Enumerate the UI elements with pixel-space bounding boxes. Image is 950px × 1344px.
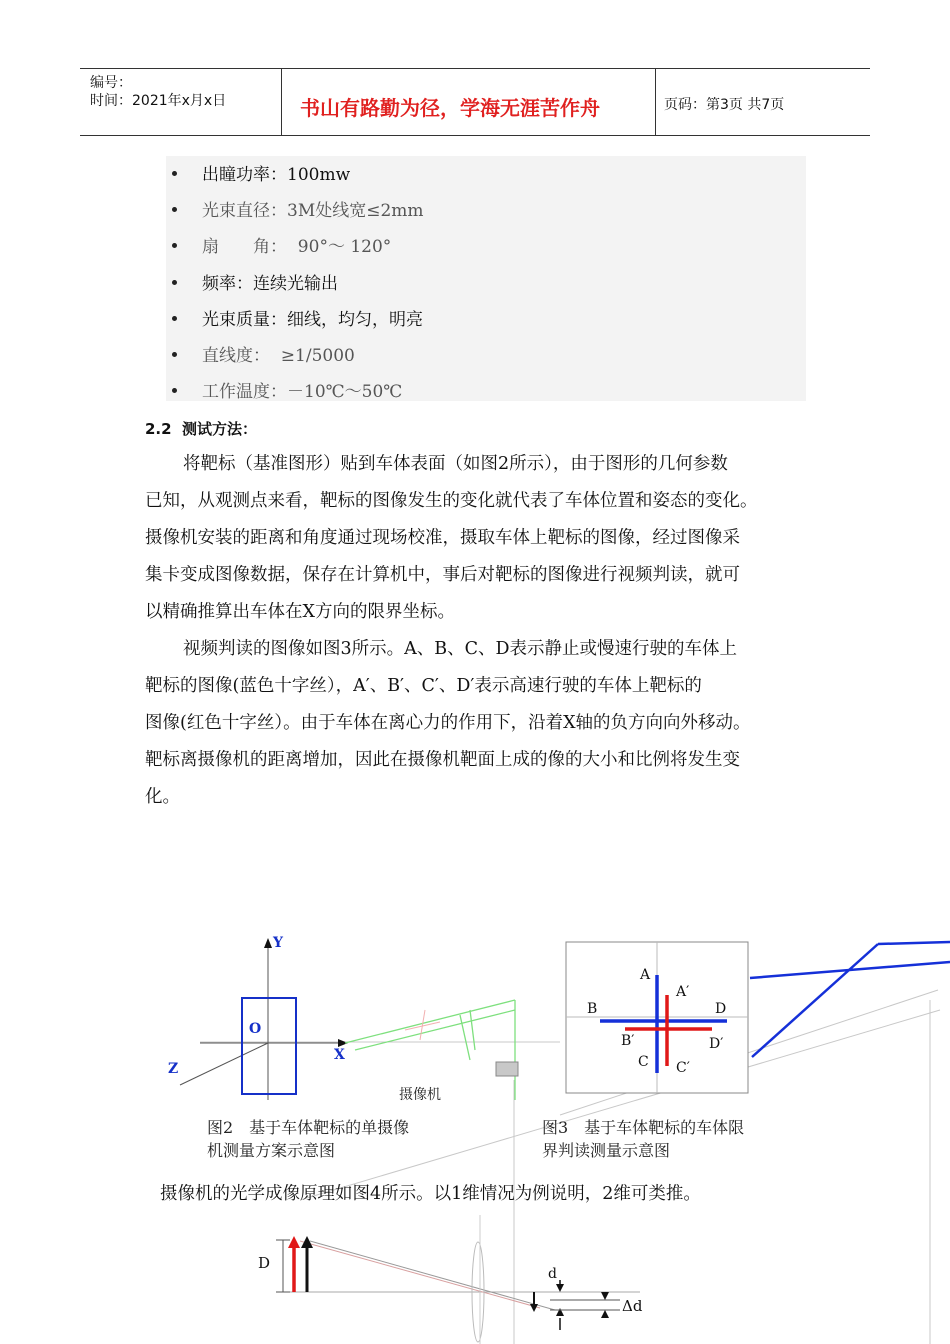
label-d: D	[715, 1001, 727, 1017]
section-title: 2.2 测试方法：	[145, 420, 258, 438]
paragraph-line: 靶标的图像(蓝色十字丝），A′、B′、C′、D′表示高速行驶的车体上靶标的	[145, 676, 702, 696]
label-d-prime: D′	[709, 1036, 724, 1052]
figure-3	[566, 942, 748, 1093]
figure-3-caption-line-1: 图3 基于车体靶标的车体限	[542, 1118, 745, 1137]
label-D: D	[258, 1254, 271, 1272]
time-label: 时间：2021年x月x日	[90, 93, 227, 109]
figure-4	[258, 1215, 643, 1344]
label-a: A	[640, 967, 651, 983]
figure-2-caption-line-1: 图2 基于车体靶标的单摄像	[207, 1118, 410, 1137]
figure-2-caption-line-2: 机测量方案示意图	[207, 1141, 336, 1160]
label-b: B	[587, 1001, 598, 1017]
paragraph-line: 化。	[145, 787, 180, 807]
ray-line-red	[300, 1241, 540, 1308]
origin-label: O	[249, 1021, 262, 1037]
spec-item: 光束直径：3M处线宽≤2mm	[202, 201, 424, 221]
label-delta-d: Δd	[622, 1297, 643, 1315]
blue-perspective-lines	[750, 942, 950, 1057]
image-arrowhead-icon	[530, 1304, 538, 1312]
spec-item: 频率：连续光输出	[202, 274, 338, 294]
red-arrowhead-icon	[288, 1236, 300, 1248]
optics-text: 摄像机的光学成像原理如图4所示。以1维情况为例说明，2维可类推。	[160, 1184, 701, 1204]
spec-item: 工作温度：－10℃～50℃	[202, 382, 403, 402]
paragraph-line: 已知，从观测点来看，靶标的图像发生的变化就代表了车体位置和姿态的变化。	[145, 491, 758, 511]
paragraph-line: 摄像机安装的距离和角度通过现场校准，摄取车体上靶标的图像，经过图像采	[145, 528, 740, 548]
axis-x-label: X	[334, 1047, 345, 1063]
axis-z-label: Z	[168, 1061, 179, 1077]
paragraph-line: 集卡变成图像数据，保存在计算机中，事后对靶标的图像进行视频判读，就可	[145, 565, 740, 585]
paragraph-line: 以精确推算出车体在X方向的限界坐标。	[145, 602, 455, 622]
camera-label: 摄像机	[399, 1087, 441, 1103]
axis-y-label: Y	[273, 935, 283, 951]
spec-item: 光束质量：细线，均匀，明亮	[202, 310, 423, 330]
spec-item: 出瞳功率：100mw	[202, 165, 351, 185]
serial-label: 编号：	[90, 75, 132, 91]
paragraph-line: 靶标离摄像机的距离增加，因此在摄像机靶面上成的像的大小和比例将发生变	[145, 750, 740, 770]
label-a-prime: A′	[676, 984, 690, 1000]
delta-d-arrow-top-icon	[601, 1292, 609, 1300]
header-motto: 书山有路勤为径，学海无涯苦作舟	[300, 96, 600, 120]
figure-2	[168, 935, 518, 1103]
ray-line-grey	[310, 1241, 555, 1310]
spec-item: 扇 角： 90°～ 120°	[202, 237, 392, 257]
paragraph-line: 将靶标（基准图形）贴到车体表面（如图2所示），由于图形的几何参数	[183, 454, 728, 474]
z-axis	[180, 1043, 268, 1085]
camera-sketch	[345, 1000, 515, 1100]
camera-crosshair-sketch	[405, 1010, 440, 1040]
d-arrowhead-bottom-icon	[556, 1308, 564, 1316]
delta-d-arrow-bottom-icon	[601, 1310, 609, 1318]
paragraph-line: 视频判读的图像如图3所示。A、B、C、D表示静止或慢速行驶的车体上	[183, 639, 738, 659]
spec-item: 直线度： ≥1/5000	[202, 346, 355, 366]
page-info: 页码：第3页 共7页	[664, 97, 785, 113]
d-arrowhead-icon	[556, 1284, 564, 1292]
label-c-prime: C′	[676, 1060, 690, 1076]
paragraph-line: 图像(红色十字丝）。由于车体在离心力的作用下，沿着X轴的负方向向外移动。	[145, 713, 751, 733]
label-d: d	[548, 1266, 557, 1282]
label-c: C	[638, 1054, 649, 1070]
figure-3-caption-line-2: 界判读测量示意图	[542, 1141, 671, 1160]
camera-body-icon	[496, 1062, 518, 1076]
target-rectangle	[242, 998, 296, 1094]
y-axis-arrow-icon	[264, 938, 272, 948]
label-b-prime: B′	[621, 1033, 635, 1049]
